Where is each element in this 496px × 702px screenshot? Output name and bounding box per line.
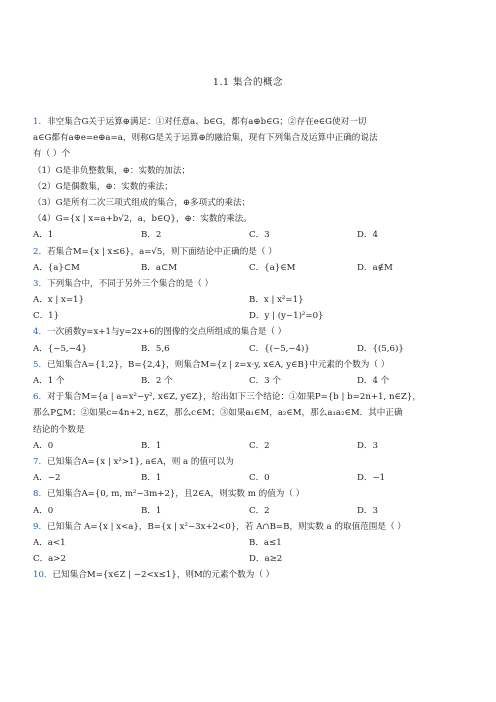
option-c[interactable]: C．{a}∈M [249, 262, 296, 273]
question-number: 8． [33, 489, 48, 500]
answer-options [33, 310, 465, 323]
question-text: 对于集合M={a | a=x²−y², x∈Z, y∈Z}，给出如下三个结论：①如果P={b | b=2n+1, n∈Z}， [47, 392, 421, 403]
option-d[interactable]: D．4 个 [357, 376, 390, 386]
option-d[interactable]: D．−1 [357, 473, 386, 484]
question-text: 有（ ）个 [33, 149, 71, 160]
option-c[interactable]: C．1} [33, 311, 60, 322]
option-c[interactable]: C．3 个 [249, 376, 281, 386]
answer-options [33, 343, 465, 356]
answer-options [33, 294, 465, 307]
answer-options [33, 375, 465, 388]
option-c[interactable]: C．0 [249, 473, 270, 484]
option-a[interactable]: A．1 [33, 230, 54, 241]
option-b[interactable]: B．2 个 [141, 376, 173, 386]
option-a[interactable]: A．x | x=1} [33, 295, 84, 306]
option-b[interactable]: B．1 [141, 440, 162, 451]
question-number: 9． [33, 521, 48, 532]
question-text: （4）G={x | x=a+b√2，a，b∈Q}，⊕：实数的乘法。 [33, 214, 252, 225]
option-a[interactable]: A．a<1 [33, 537, 66, 548]
option-a[interactable]: A．0 [33, 440, 54, 451]
question-5 [33, 359, 465, 388]
option-b[interactable]: B．a≤1 [249, 537, 282, 548]
option-b[interactable]: B．a⊂M [141, 262, 178, 273]
answer-options [33, 229, 465, 242]
question-7 [33, 456, 465, 485]
question-text: 已知集合 A={x | x<a}，B={x | x²−3x+2<0}，若 A∩B=B，则实数 a 的取值范围是（ ） [47, 521, 406, 532]
answer-options [33, 262, 465, 275]
option-d[interactable]: D．4 [357, 230, 378, 241]
answer-options [33, 472, 465, 485]
question-number: 6． [33, 392, 48, 403]
question-text: 结论的个数是 [33, 424, 85, 435]
question-text: （3）G是所有二次三项式组成的集合，⊕多项式的乘法； [33, 197, 251, 208]
answer-options [33, 440, 465, 453]
question-1 [33, 116, 465, 242]
option-b[interactable]: B．1 [141, 473, 162, 484]
answer-options [33, 537, 465, 550]
question-text: 一次函数y=x+1与y=2x+6的图像的交点所组成的集合是（ ） [47, 327, 287, 338]
question-number: 1． [33, 117, 48, 127]
option-d[interactable]: D．a≥2 [249, 554, 283, 565]
question-list [33, 116, 465, 585]
option-a[interactable]: A．−2 [33, 473, 61, 484]
question-text: 下列集合中，不同于另外三个集合的是（ ） [47, 278, 214, 289]
question-9 [33, 521, 465, 566]
option-c[interactable]: C．a>2 [33, 554, 66, 565]
question-3 [33, 278, 465, 323]
question-number: 7． [33, 456, 48, 467]
option-b[interactable]: B．x | x²=1} [249, 295, 304, 306]
question-number: 10． [33, 570, 53, 581]
question-text: （2）G是偶数集，⊕：实数的乘法； [33, 181, 173, 192]
option-d[interactable]: D．{(5,6)} [357, 343, 404, 354]
option-d[interactable]: D．3 [357, 440, 378, 451]
question-text: 已知集合A={0, m, m²−3m+2}，且2∈A，则实数 m 的值为（ ） [47, 489, 305, 500]
question-text: 已知集合A={1,2}，B={2,4}，则集合M={z | z=x·y, x∈A, y∈B}中元素的个数为（ ） [47, 359, 390, 370]
option-a[interactable]: A．{a}⊂M [33, 262, 80, 273]
question-text: 若集合M={x | x≤6}，a=√5，则下面结论中正确的是（ ） [47, 246, 277, 257]
question-text: （1）G是非负整数集，⊕：实数的加法； [33, 165, 191, 176]
answer-options [33, 553, 465, 566]
option-a[interactable]: A．1 个 [33, 376, 65, 386]
option-b[interactable]: B．5,6 [141, 343, 170, 354]
answer-options [33, 505, 465, 518]
question-8 [33, 488, 465, 517]
question-number: 3． [33, 278, 48, 289]
option-b[interactable]: B．1 [141, 505, 162, 516]
option-c[interactable]: C．{(−5,−4)} [249, 343, 310, 354]
option-c[interactable]: C．2 [249, 440, 270, 451]
question-number: 2． [33, 246, 48, 257]
option-d[interactable]: D．3 [357, 505, 378, 516]
option-c[interactable]: C．2 [249, 505, 270, 516]
question-4 [33, 326, 465, 355]
question-text: a∈G都有a⊕e=e⊕a=a，则称G是关于运算⊕的融洽集，现有下列集合及运算中正确的说法 [33, 133, 378, 144]
option-c[interactable]: C．3 [249, 230, 270, 241]
option-a[interactable]: A．0 [33, 505, 54, 516]
question-6 [33, 391, 465, 453]
option-d[interactable]: D．a∉M [357, 262, 393, 273]
option-b[interactable]: B．2 [141, 230, 162, 241]
option-d[interactable]: D．y | (y−1)²=0} [249, 311, 324, 322]
question-text: 那么P⊆M；②如果c=4n+2, n∈Z，那么c∈M；③如果a₁∈M，a₂∈M，那么a₁a₂∈M．其中正确 [33, 408, 403, 419]
question-2 [33, 246, 465, 275]
question-number: 5． [33, 359, 48, 370]
question-text: 已知集合A={x | x²>1}, a∈A，则 a 的值可以为 [47, 456, 234, 467]
question-text: 已知集合M={x∈Z | −2<x≤1}，则M的元素个数为（ ） [52, 570, 275, 581]
question-number: 4． [33, 327, 48, 338]
question-text: 非空集合G关于运算⊕满足：①对任意a、b∈G，都有a⊕b∈G；②存在e∈G使对一切 [47, 117, 367, 127]
page-title: 1.1 集合的概念 [212, 77, 284, 88]
option-a[interactable]: A．{−5,−4} [33, 343, 87, 354]
question-10 [33, 569, 465, 582]
